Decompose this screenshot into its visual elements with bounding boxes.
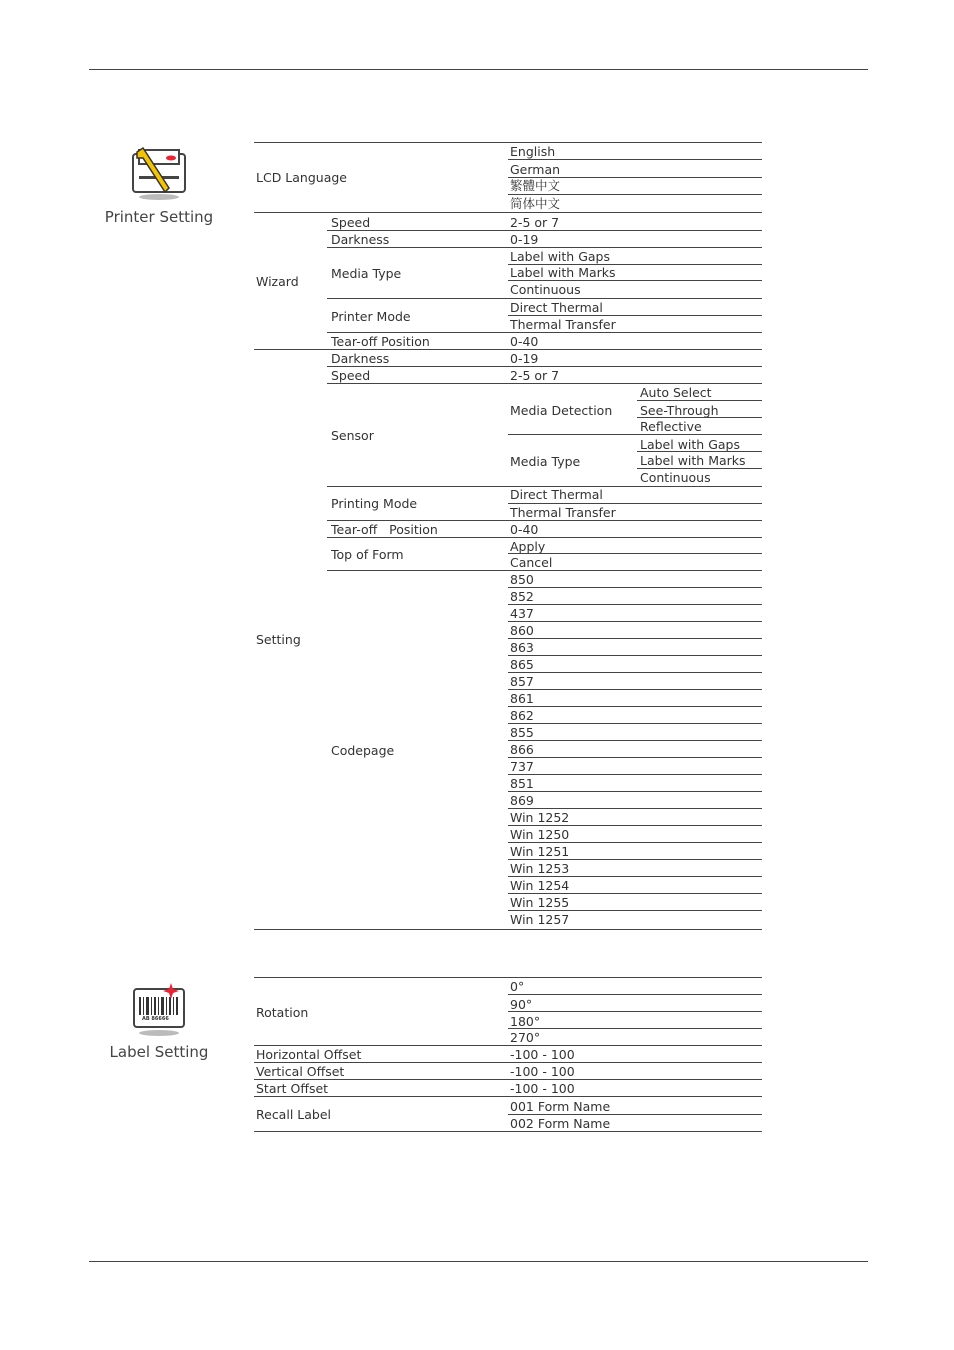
rule [508, 655, 762, 656]
rule [508, 791, 762, 792]
codepage-option: Win 1251 [510, 844, 570, 859]
wizard-tear-off-value: 0-40 [510, 334, 539, 349]
rule [508, 194, 762, 195]
setting-tear-off-value: 0-40 [510, 522, 539, 537]
codepage-option: 866 [510, 742, 534, 757]
wizard-speed-value: 2-5 or 7 [510, 215, 560, 230]
wizard-printer-mode-option: Thermal Transfer [510, 317, 616, 332]
rule [508, 672, 762, 673]
lcd-language-option: English [510, 144, 556, 159]
rule [254, 142, 762, 143]
rule [508, 638, 762, 639]
rule [637, 451, 762, 452]
codepage-option: 855 [510, 725, 534, 740]
rule [508, 621, 762, 622]
lcd-language-option: 简体中文 [510, 196, 561, 211]
rule [327, 247, 762, 248]
rule [508, 723, 762, 724]
start-offset-value: -100 - 100 [510, 1081, 575, 1096]
codepage-option: 737 [510, 759, 534, 774]
rule [254, 1096, 762, 1097]
printer-setting-title: Printer Setting [104, 208, 214, 226]
setting-tear-off-label: Tear-off Position [331, 522, 438, 537]
rotation-option: 0° [510, 979, 525, 994]
printing-mode-option: Thermal Transfer [510, 505, 616, 520]
rule [508, 280, 762, 281]
vertical-offset-value: -100 - 100 [510, 1064, 575, 1079]
printer-setting-icon [129, 146, 189, 206]
vertical-offset-label: Vertical Offset [256, 1064, 345, 1079]
rotation-option: 90° [510, 997, 533, 1012]
rule [508, 740, 762, 741]
rule [508, 825, 762, 826]
header-rule [89, 69, 868, 70]
rule [254, 212, 762, 213]
rotation-option: 270° [510, 1030, 541, 1045]
codepage-option: 862 [510, 708, 534, 723]
sensor-media-type-label: Media Type [510, 454, 581, 469]
rule [327, 298, 762, 299]
codepage-option: Win 1255 [510, 895, 570, 910]
rule [508, 706, 762, 707]
wizard-media-type-option: Label with Marks [510, 265, 616, 280]
codepage-option: 851 [510, 776, 534, 791]
rule [508, 1114, 762, 1115]
codepage-option: 861 [510, 691, 534, 706]
setting-darkness-value: 0-19 [510, 351, 539, 366]
rule [254, 349, 762, 350]
rule [508, 553, 762, 554]
rule [637, 417, 762, 418]
top-of-form-label: Top of Form [331, 547, 404, 562]
codepage-option: 860 [510, 623, 534, 638]
wizard-tear-off-label: Tear-off Position [331, 334, 430, 349]
footer-rule [89, 1261, 868, 1262]
start-offset-label: Start Offset [256, 1081, 329, 1096]
sensor-media-type-option: Label with Gaps [640, 437, 740, 452]
rule [508, 859, 762, 860]
barcode-icon-text: AB 86666 [142, 1016, 169, 1022]
horizontal-offset-label: Horizontal Offset [256, 1047, 362, 1062]
rule [508, 842, 762, 843]
setting-darkness-label: Darkness [331, 351, 390, 366]
setting-label: Setting [256, 632, 301, 647]
wizard-media-type-label: Media Type [331, 266, 402, 281]
media-detection-label: Media Detection [510, 403, 613, 418]
rule [508, 434, 762, 435]
rule [327, 332, 762, 333]
rule [508, 503, 762, 504]
rule [254, 977, 762, 978]
rule [327, 570, 762, 571]
codepage-label: Codepage [331, 743, 395, 758]
codepage-option: 863 [510, 640, 534, 655]
rule [637, 468, 762, 469]
lcd-language-label: LCD Language [256, 170, 347, 185]
wizard-printer-mode-option: Direct Thermal [510, 300, 603, 315]
rule [327, 230, 762, 231]
rule [508, 994, 762, 995]
printing-mode-label: Printing Mode [331, 496, 418, 511]
sensor-media-type-option: Continuous [640, 470, 711, 485]
codepage-option: Win 1257 [510, 912, 570, 927]
rule [508, 893, 762, 894]
wizard-label: Wizard [256, 274, 299, 289]
rule [508, 808, 762, 809]
media-detection-option: See-Through [640, 403, 719, 418]
rule [508, 689, 762, 690]
printing-mode-option: Direct Thermal [510, 487, 603, 502]
rotation-option: 180° [510, 1014, 541, 1029]
sensor-media-type-option: Label with Marks [640, 453, 746, 468]
wizard-media-type-option: Continuous [510, 282, 581, 297]
rule [254, 1131, 762, 1132]
wizard-darkness-label: Darkness [331, 232, 390, 247]
barcode-label-icon [131, 983, 187, 1041]
codepage-option: Win 1252 [510, 810, 570, 825]
top-of-form-option: Cancel [510, 555, 553, 570]
lcd-language-option: 繁體中文 [510, 178, 561, 193]
rule [637, 400, 762, 401]
rule [327, 366, 762, 367]
rule [327, 520, 762, 521]
wizard-speed-label: Speed [331, 215, 371, 230]
rule [508, 315, 762, 316]
recall-label-option: 001 Form Name [510, 1099, 611, 1114]
sensor-label: Sensor [331, 428, 374, 443]
rule [508, 876, 762, 877]
rule [508, 587, 762, 588]
top-of-form-option: Apply [510, 539, 546, 554]
recall-label-label: Recall Label [256, 1107, 331, 1122]
rule [508, 159, 762, 160]
setting-speed-value: 2-5 or 7 [510, 368, 560, 383]
lcd-language-option: German [510, 162, 561, 177]
rule [508, 1011, 762, 1012]
wizard-media-type-option: Label with Gaps [510, 249, 610, 264]
codepage-option: 437 [510, 606, 534, 621]
rule [254, 1062, 762, 1063]
rule [254, 1079, 762, 1080]
codepage-option: Win 1250 [510, 827, 570, 842]
rule [508, 757, 762, 758]
codepage-option: 869 [510, 793, 534, 808]
rotation-label: Rotation [256, 1005, 309, 1020]
rule [327, 383, 762, 384]
rule [327, 537, 762, 538]
recall-label-option: 002 Form Name [510, 1116, 611, 1131]
codepage-option: 857 [510, 674, 534, 689]
rule [508, 1028, 762, 1029]
setting-speed-label: Speed [331, 368, 371, 383]
codepage-option: Win 1254 [510, 878, 570, 893]
horizontal-offset-value: -100 - 100 [510, 1047, 575, 1062]
label-setting-title: Label Setting [109, 1043, 209, 1061]
rule [508, 910, 762, 911]
codepage-option: 850 [510, 572, 534, 587]
wizard-darkness-value: 0-19 [510, 232, 539, 247]
codepage-option: Win 1253 [510, 861, 570, 876]
codepage-option: 852 [510, 589, 534, 604]
wizard-printer-mode-label: Printer Mode [331, 309, 411, 324]
media-detection-option: Reflective [640, 419, 702, 434]
rule [254, 1045, 762, 1046]
codepage-option: 865 [510, 657, 534, 672]
rule [508, 604, 762, 605]
rule [254, 929, 762, 930]
rule [508, 774, 762, 775]
media-detection-option: Auto Select [640, 385, 712, 400]
